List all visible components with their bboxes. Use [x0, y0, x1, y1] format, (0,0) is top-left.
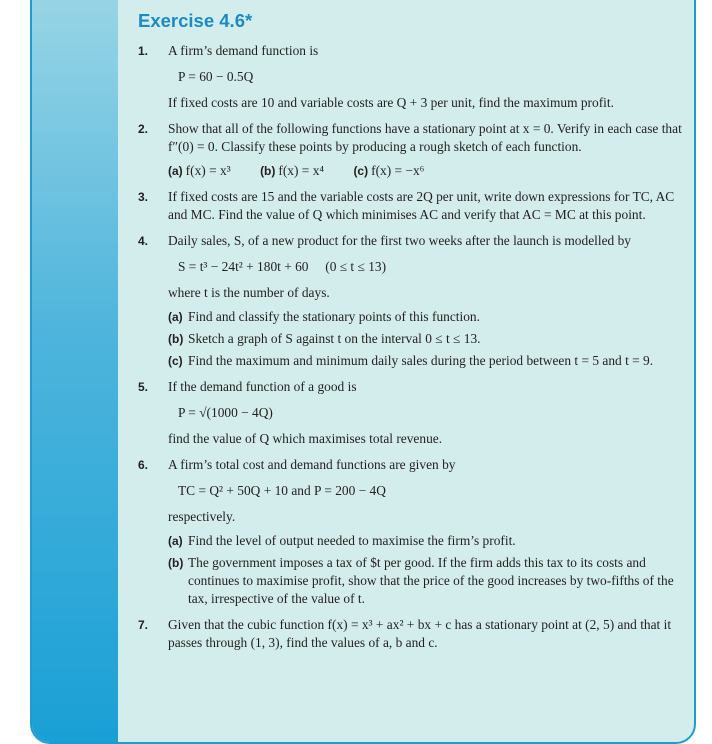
part-a: (a) Find the level of output needed to maximise the firm’s profit. [168, 533, 516, 548]
part-b: (b) The government imposes a tax of $t per good. If the firm adds this tax to its costs and continues to maximise profit, show that the price of the good increases by two-fifths of the tax, irrespective of the value of t. [168, 555, 674, 606]
part-b: (b) Sketch a graph of S against t on the interval 0 ≤ t ≤ 13. [168, 331, 481, 346]
inline-parts [168, 162, 686, 180]
exercise-title: Exercise 4.6* [138, 10, 253, 31]
display-equation: TC = Q² + 50Q + 10 and P = 200 − 4Q [178, 483, 386, 498]
part-c: (c) f(x) = −x⁶ [353, 163, 425, 178]
question-text: where t is the number of days. [168, 285, 330, 300]
question-number: 2. [138, 122, 149, 136]
parts-list [168, 308, 686, 370]
question-number: 6. [138, 458, 149, 472]
side-stripe [32, 0, 118, 742]
question-3 [138, 188, 686, 224]
part-a: (a) f(x) = x³ [168, 163, 231, 178]
exercise-panel [30, 0, 696, 744]
question-number: 3. [138, 190, 149, 204]
part-c: (c) Find the maximum and minimum daily sales during the period between t = 5 and t = 9. [168, 353, 654, 368]
question-intro: A firm’s total cost and demand functions are given by [168, 457, 456, 472]
question-1 [138, 42, 686, 112]
question-number: 1. [138, 44, 149, 58]
question-intro: If fixed costs are 15 and the variable costs are 2Q per unit, write down expressions for TC, AC and MC. Find the value of Q which minimises AC and verify that AC = MC at this point. [168, 189, 675, 222]
question-intro: Show that all of the following functions have a stationary point at x = 0. Verify in each case that f″(0) = 0. Classify these points by producing a rough sketch of each function. [168, 121, 682, 154]
parts-list [168, 532, 686, 608]
part-b: (b) f(x) = x⁴ [260, 163, 325, 178]
display-equation: P = √(1000 − 4Q) [178, 405, 273, 420]
question-intro: Daily sales, S, of a new product for the first two weeks after the launch is modelled by [168, 233, 631, 248]
question-number: 4. [138, 234, 149, 248]
question-number: 5. [138, 380, 149, 394]
question-intro: Given that the cubic function f(x) = x³ + ax² + bx + c has a stationary point at (2, 5) and that it passes through (1, 3), find the values of a, b and c. [168, 617, 672, 650]
question-6 [138, 456, 686, 608]
display-equation: S = t³ − 24t² + 180t + 60 (0 ≤ t ≤ 13) [178, 259, 387, 274]
question-7 [138, 616, 686, 652]
question-number: 7. [138, 618, 149, 632]
question-4 [138, 232, 686, 370]
question-2 [138, 120, 686, 180]
exercise-content [138, 10, 686, 660]
question-intro: A firm’s demand function is [168, 43, 319, 58]
question-text: respectively. [168, 509, 236, 524]
question-intro: If the demand function of a good is [168, 379, 357, 394]
question-5 [138, 378, 686, 448]
question-text: find the value of Q which maximises total revenue. [168, 431, 443, 446]
display-equation: P = 60 − 0.5Q [178, 69, 254, 84]
question-text: If fixed costs are 10 and variable costs are Q + 3 per unit, find the maximum profit. [168, 95, 614, 110]
part-a: (a) Find and classify the stationary points of this function. [168, 309, 480, 324]
